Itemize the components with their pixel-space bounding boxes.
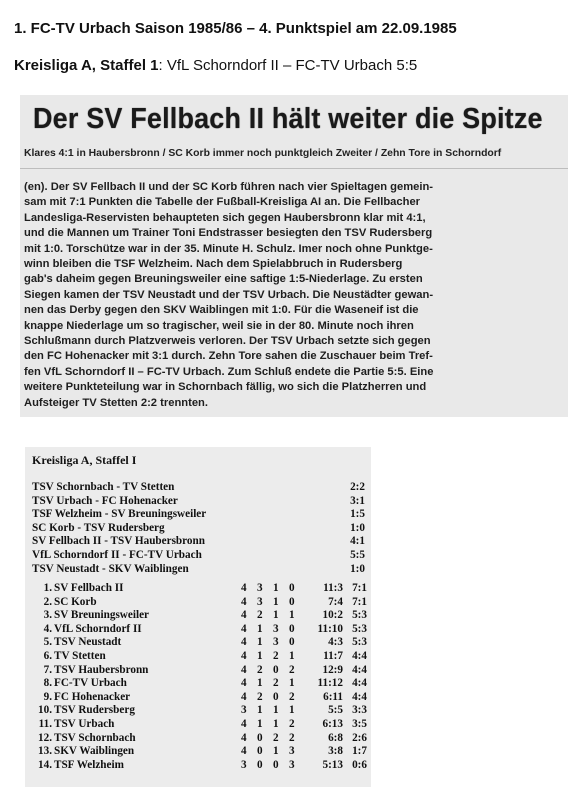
standing-team: TSV Urbach: [54, 717, 115, 730]
standing-lost: 2: [289, 690, 295, 703]
article-line: nen das Derby gegen den SKV Waiblingen mit 1:0. Für die Waseneif ist die: [24, 304, 419, 317]
standing-drawn: 1: [273, 582, 279, 594]
standing-lost: 0: [289, 622, 295, 635]
standing-position: 2.: [43, 595, 52, 608]
standing-position: 8.: [43, 677, 52, 690]
standing-won: 3: [257, 595, 263, 608]
article-line: den FC Hohenacker mit 3:1 durch. Zehn Tore sahen die Zuschauer beim Tref-: [24, 350, 433, 363]
article-line: Siegen kamen der TSV Neustadt und der TSV Urbach. Die Neustädter gewan-: [24, 288, 434, 301]
standing-lost: 1: [289, 704, 295, 717]
standing-goals: 11:10: [317, 622, 343, 635]
table-row: [32, 636, 367, 650]
table-row: [32, 704, 367, 718]
standing-goals: 7:4: [328, 595, 343, 608]
page-subtitle: [14, 57, 417, 74]
table-row: [32, 582, 367, 596]
standing-won: 0: [257, 731, 263, 744]
standing-position: 5.: [43, 636, 52, 649]
league-label: Kreisliga A, Staffel 1: [14, 57, 159, 74]
standing-lost: 1: [289, 609, 295, 622]
standing-goals: 3:8: [328, 745, 343, 758]
standing-points: 4:4: [352, 663, 367, 676]
match-row: [32, 549, 367, 563]
article-line: winn bleiben die TSF Welzheim. Nach dem Spielabbruch in Rudersberg: [24, 258, 403, 271]
standing-won: 1: [257, 704, 263, 717]
standing-points: 5:3: [352, 636, 367, 649]
standing-team: TV Stetten: [54, 649, 106, 662]
standing-drawn: 0: [273, 690, 279, 703]
table-row: [32, 691, 367, 705]
match-pair: TSV Urbach - FC Hohenacker: [32, 494, 178, 507]
article-line: Schlußmann durch Platzverweis verloren. Der TSV Urbach setzte sich gegen: [24, 335, 431, 348]
match-score: 1:0: [350, 562, 365, 575]
article-subheadline: Klares 4:1 in Haubersbronn / SC Korb immer noch punktgleich Zweiter / Zehn Tore in Schorndorf: [24, 148, 502, 159]
article-line: Landesliga-Reservisten behaupteten sich gegen Haubersbronn klar mit 4:1,: [24, 211, 426, 224]
standing-won: 0: [257, 745, 263, 758]
standing-position: 11.: [38, 717, 52, 730]
article-headline: Der SV Fellbach II hält weiter die Spitze: [33, 103, 543, 135]
standing-drawn: 1: [273, 704, 279, 717]
standing-team: TSV Rudersberg: [54, 704, 135, 717]
standing-team: TSF Welzheim: [54, 758, 124, 771]
standing-won: 1: [257, 622, 263, 635]
standing-lost: 0: [289, 595, 295, 608]
standing-lost: 2: [289, 663, 295, 676]
article-divider: [20, 168, 568, 169]
standing-won: 1: [257, 649, 263, 662]
standing-points: 7:1: [352, 595, 367, 608]
standing-position: 1.: [43, 582, 52, 594]
standing-team: SV Breuningsweiler: [54, 609, 150, 622]
standing-lost: 3: [289, 758, 295, 771]
standing-played: 4: [241, 690, 247, 703]
standing-points: 3:3: [352, 704, 367, 717]
standing-position: 3.: [43, 609, 52, 622]
match-row: [32, 481, 367, 495]
match-label: : VfL Schorndorf II – FC-TV Urbach 5:5: [158, 57, 418, 74]
table-row: [32, 718, 367, 732]
match-pair: TSF Welzheim - SV Breuningsweiler: [32, 508, 207, 521]
standing-goals: 6:8: [328, 731, 343, 744]
standing-won: 3: [257, 582, 263, 594]
article-body: [24, 180, 564, 411]
standing-position: 14.: [38, 758, 52, 771]
standing-goals: 5:13: [322, 758, 343, 771]
standing-played: 4: [241, 663, 247, 676]
standing-drawn: 0: [273, 758, 279, 771]
table-title: Kreisliga A, Staffel I: [32, 453, 137, 467]
article-line: und die Mannen um Trainer Toni Endstrasser besiegten den TSV Rudersberg: [24, 227, 433, 240]
standing-team: SC Korb: [54, 595, 97, 608]
standing-won: 2: [257, 663, 263, 676]
standing-won: 0: [257, 758, 263, 771]
standing-points: 4:4: [352, 690, 367, 703]
article-line: sam mit 7:1 Punkten die Tabelle der Fußball-Kreisliga AI an. Die Fellbacher: [24, 196, 421, 209]
page-title: 1. FC-TV Urbach Saison 1985/86 – 4. Punktspiel am 22.09.1985: [14, 20, 457, 37]
standing-drawn: 2: [273, 649, 279, 662]
standing-goals: 6:13: [322, 717, 343, 730]
match-score: 5:5: [350, 548, 365, 561]
table-row: [32, 732, 367, 746]
standing-position: 9.: [43, 690, 52, 703]
standing-drawn: 3: [273, 636, 279, 649]
standing-won: 1: [257, 717, 263, 730]
standing-team: TSV Schornbach: [54, 731, 136, 744]
standing-lost: 2: [289, 717, 295, 730]
table-row: [32, 609, 367, 623]
standing-team: SV Fellbach II: [54, 582, 124, 594]
table-row: [32, 759, 367, 773]
standing-played: 4: [241, 731, 247, 744]
standing-played: 4: [241, 717, 247, 730]
standing-points: 4:4: [352, 677, 367, 690]
standing-team: TSV Neustadt: [54, 636, 122, 649]
standing-points: 3:5: [352, 717, 367, 730]
article-line: gab's daheim gegen Breuningsweiler eine saftige 1:5-Niederlage. Zu ersten: [24, 273, 423, 286]
standing-position: 7.: [43, 663, 52, 676]
league-standings: [32, 582, 367, 772]
match-score: 4:1: [350, 535, 365, 548]
standing-points: 7:1: [352, 582, 367, 594]
standing-played: 4: [241, 595, 247, 608]
table-row: [32, 623, 367, 637]
standing-drawn: 1: [273, 595, 279, 608]
standing-points: 4:4: [352, 649, 367, 662]
standing-drawn: 0: [273, 663, 279, 676]
standing-team: TSV Haubersbronn: [54, 663, 149, 676]
standing-drawn: 1: [273, 609, 279, 622]
standing-drawn: 3: [273, 622, 279, 635]
article-line: Aufsteiger TV Stetten 2:2 trennten.: [24, 396, 208, 409]
standing-goals: 6:11: [323, 690, 343, 703]
standing-points: 1:7: [352, 745, 367, 758]
standing-team: SKV Waiblingen: [54, 745, 135, 758]
standing-played: 4: [241, 622, 247, 635]
standing-team: VfL Schorndorf II: [54, 622, 142, 635]
match-row: [32, 522, 367, 536]
standing-lost: 1: [289, 649, 295, 662]
standing-played: 4: [241, 677, 247, 690]
standing-won: 1: [257, 677, 263, 690]
standing-position: 13.: [38, 745, 52, 758]
standing-drawn: 2: [273, 677, 279, 690]
standing-goals: 4:3: [328, 636, 343, 649]
match-row: [32, 535, 367, 549]
match-row: [32, 508, 367, 522]
standing-goals: 10:2: [322, 609, 343, 622]
table-row: [32, 664, 367, 678]
match-pair: TSV Neustadt - SKV Waiblingen: [32, 562, 189, 575]
standing-lost: 1: [289, 677, 295, 690]
article-line: knappe Niederlage um so tragischer, weil sie in der 80. Minute noch ihren: [24, 319, 414, 332]
standing-points: 5:3: [352, 622, 367, 635]
standing-goals: 12:9: [322, 663, 343, 676]
match-row: [32, 495, 367, 509]
standing-team: FC-TV Urbach: [54, 677, 127, 690]
standing-goals: 11:7: [323, 649, 343, 662]
match-results: [32, 481, 367, 576]
match-score: 1:0: [350, 521, 365, 534]
standing-goals: 11:3: [323, 582, 343, 594]
table-row: [32, 745, 367, 759]
standing-position: 10.: [38, 704, 52, 717]
standing-goals: 5:5: [328, 704, 343, 717]
standing-played: 4: [241, 745, 247, 758]
standing-drawn: 2: [273, 731, 279, 744]
standing-lost: 3: [289, 745, 295, 758]
match-score: 1:5: [350, 508, 365, 521]
standing-drawn: 1: [273, 717, 279, 730]
standing-played: 4: [241, 582, 247, 594]
standing-won: 1: [257, 636, 263, 649]
article-line: (en). Der SV Fellbach II und der SC Korb führen nach vier Spieltagen gemein-: [24, 181, 434, 193]
standing-team: FC Hohenacker: [54, 690, 131, 703]
standing-points: 2:6: [352, 731, 367, 744]
match-pair: VfL Schorndorf II - FC-TV Urbach: [32, 548, 202, 561]
match-pair: SC Korb - TSV Rudersberg: [32, 521, 165, 534]
standing-played: 4: [241, 636, 247, 649]
standing-lost: 0: [289, 582, 295, 594]
match-pair: TSV Schornbach - TV Stetten: [32, 481, 175, 493]
standing-played: 4: [241, 649, 247, 662]
standing-points: 0:6: [352, 758, 367, 771]
standing-played: 3: [241, 704, 247, 717]
standing-played: 4: [241, 609, 247, 622]
table-row: [32, 677, 367, 691]
standing-points: 5:3: [352, 609, 367, 622]
table-row: [32, 650, 367, 664]
standing-position: 12.: [38, 731, 52, 744]
article-line: fen VfL Schorndorf II – FC-TV Urbach. Zum Schluß endete die Partie 5:5. Eine: [24, 365, 434, 378]
standing-won: 2: [257, 609, 263, 622]
article-line: weitere Punkteteilung war in Schornbach fällig, wo sich die Platzherren und: [24, 381, 427, 394]
standing-position: 6.: [43, 649, 52, 662]
standing-played: 3: [241, 758, 247, 771]
table-row: [32, 596, 367, 610]
standing-lost: 0: [289, 636, 295, 649]
standing-won: 2: [257, 690, 263, 703]
article-line: mit 1:0. Torschütze war in der 35. Minute H. Schulz. Imer noch ohne Punktge-: [24, 242, 433, 255]
standing-goals: 11:12: [317, 677, 343, 690]
match-score: 2:2: [350, 481, 365, 493]
match-row: [32, 563, 367, 577]
match-score: 3:1: [350, 494, 365, 507]
match-pair: SV Fellbach II - TSV Haubersbronn: [32, 535, 205, 548]
standing-position: 4.: [43, 622, 52, 635]
standing-lost: 2: [289, 731, 295, 744]
standing-drawn: 1: [273, 745, 279, 758]
